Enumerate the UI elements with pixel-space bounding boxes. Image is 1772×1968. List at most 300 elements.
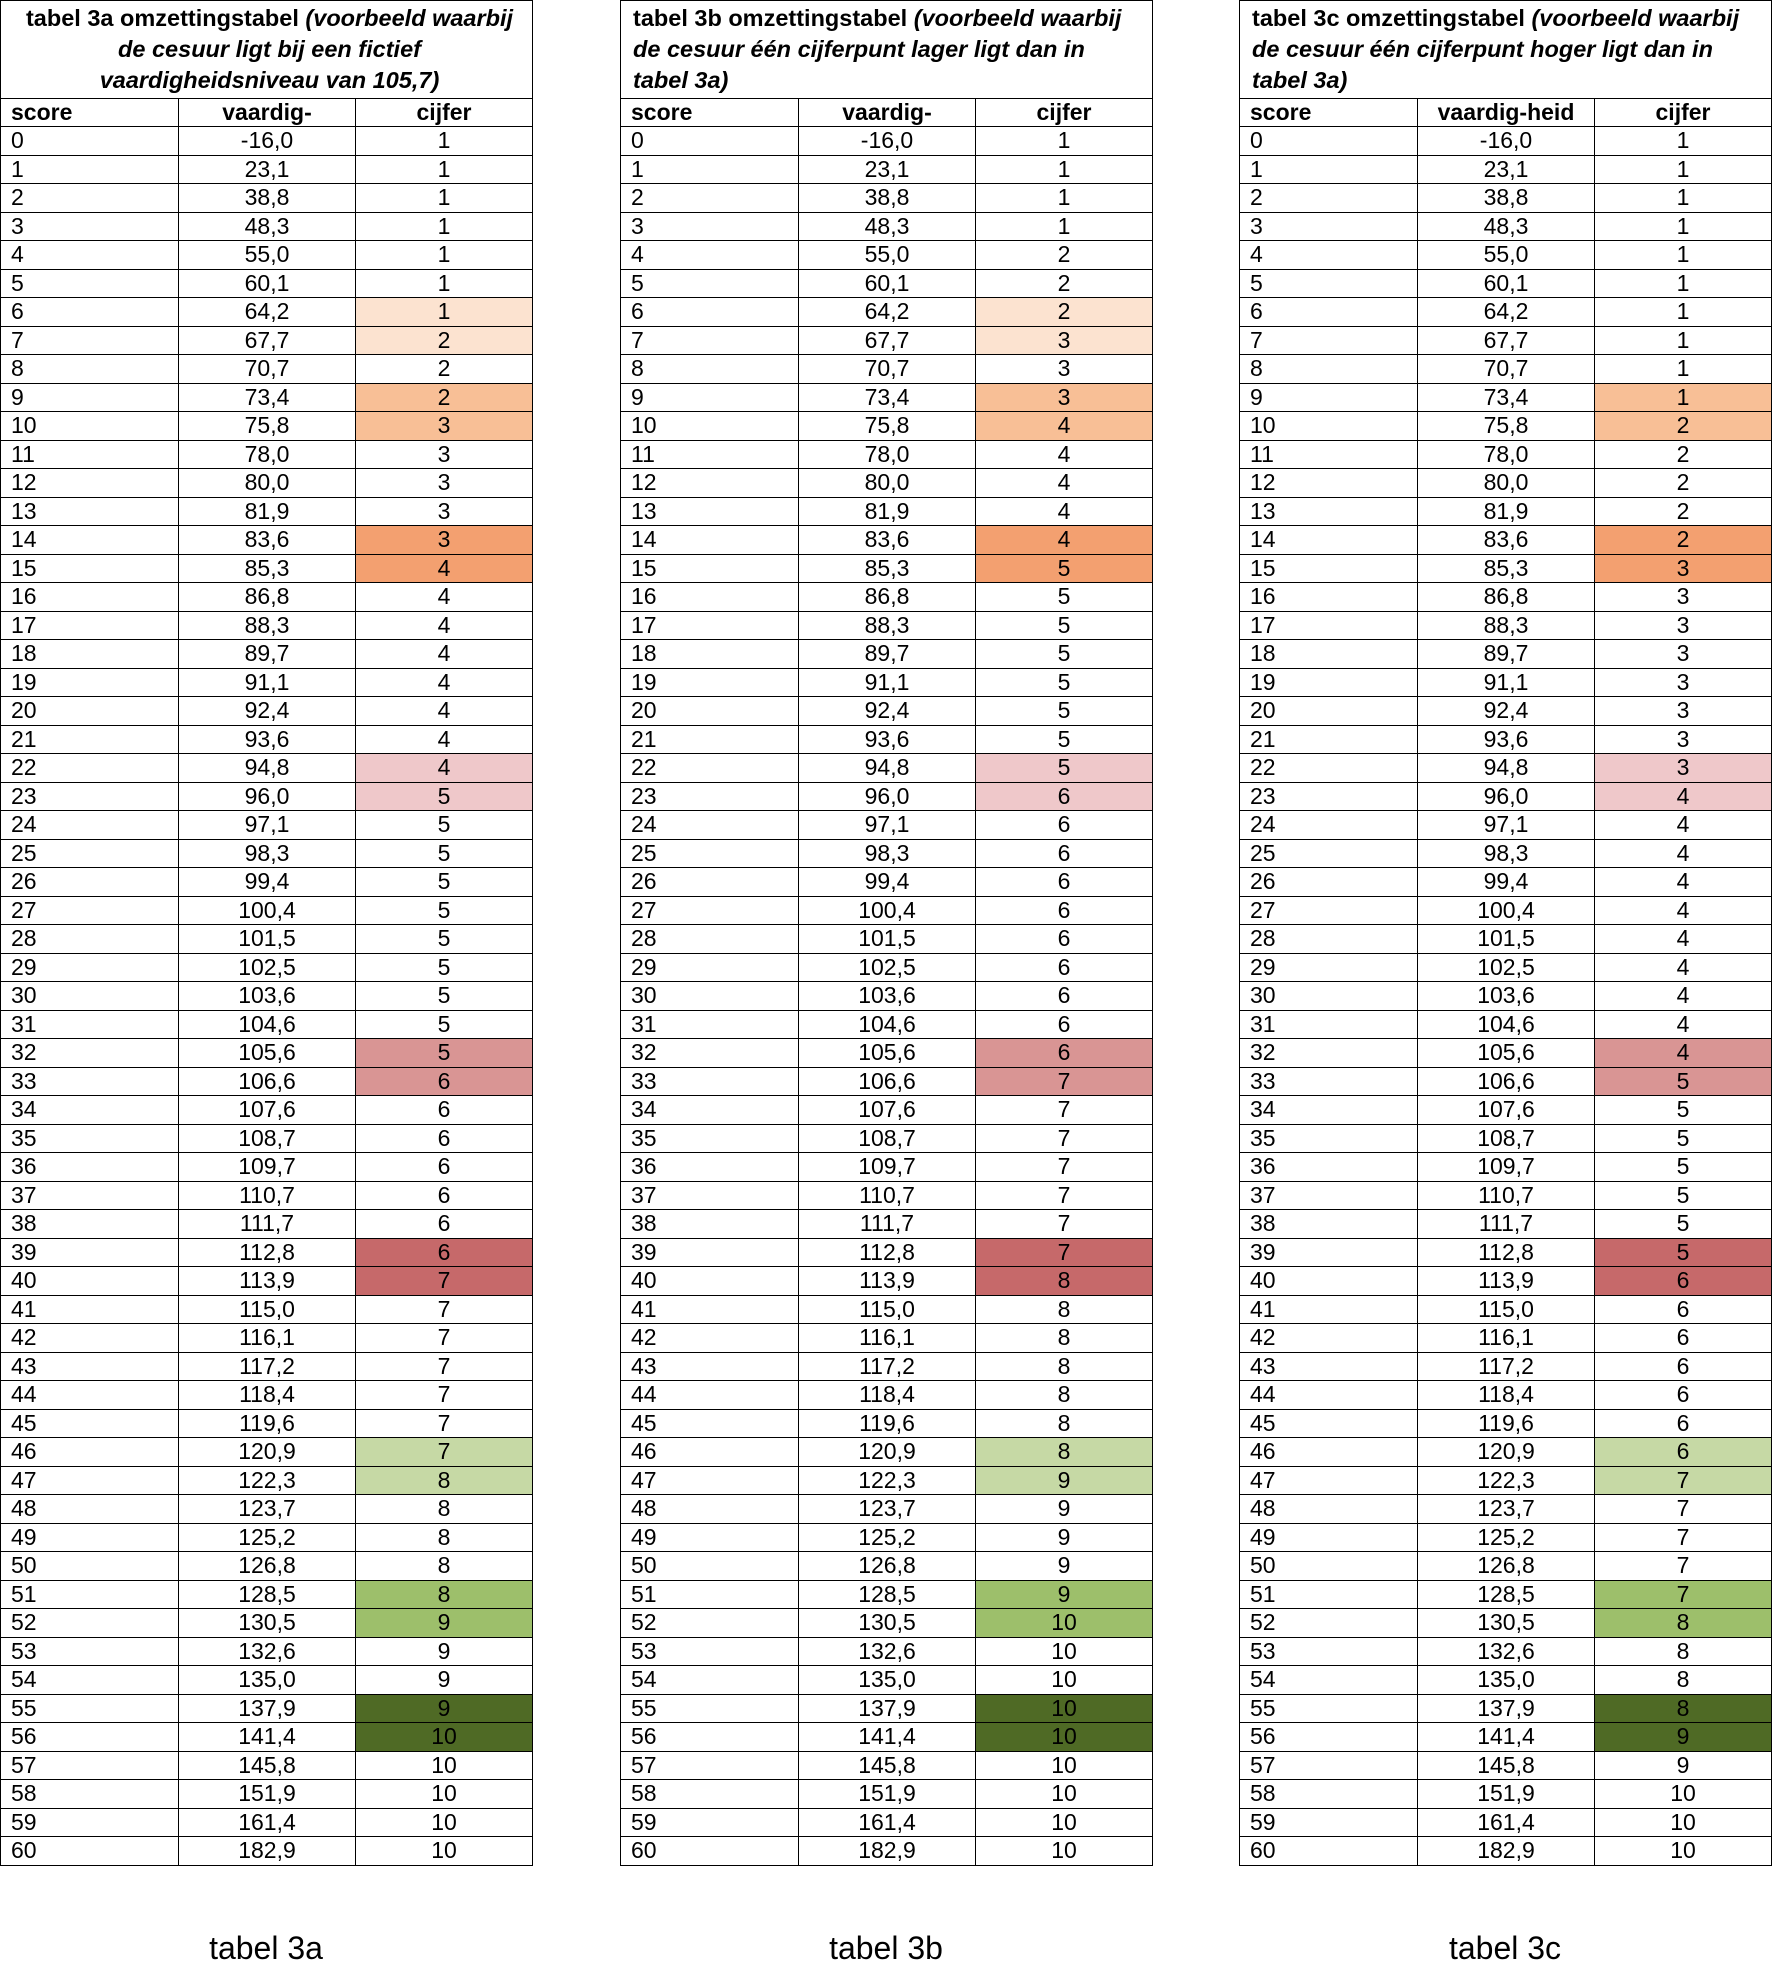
cijfer-cell: 10 — [1595, 1780, 1772, 1809]
cijfer-cell: 5 — [976, 611, 1153, 640]
table-row — [1240, 1181, 1772, 1210]
vaardigheid-cell: 115,0 — [179, 1295, 356, 1324]
score-cell: 42 — [1, 1324, 179, 1353]
table-row — [1, 953, 533, 982]
table-row — [621, 697, 1153, 726]
table-row — [1240, 184, 1772, 213]
score-cell: 33 — [1, 1067, 179, 1096]
cijfer-cell: 1 — [976, 212, 1153, 241]
score-cell: 57 — [1, 1751, 179, 1780]
score-cell: 2 — [1, 184, 179, 213]
table-row — [621, 1523, 1153, 1552]
conversion-table-3a — [0, 0, 533, 1866]
cijfer-cell: 6 — [976, 1010, 1153, 1039]
vaardigheid-cell: 38,8 — [799, 184, 976, 213]
table-row — [1240, 697, 1772, 726]
table-row — [1240, 1580, 1772, 1609]
table-row — [1, 1210, 533, 1239]
header-vaardigheid: vaardig-heid — [1418, 99, 1595, 127]
cijfer-cell: 3 — [976, 355, 1153, 384]
vaardigheid-cell: 132,6 — [179, 1637, 356, 1666]
score-cell: 51 — [1240, 1580, 1418, 1609]
cijfer-cell: 4 — [1595, 839, 1772, 868]
score-cell: 53 — [621, 1637, 799, 1666]
table-row — [621, 1666, 1153, 1695]
vaardigheid-cell: 80,0 — [799, 469, 976, 498]
cijfer-cell: 4 — [1595, 896, 1772, 925]
cijfer-cell: 7 — [976, 1067, 1153, 1096]
vaardigheid-cell: 123,7 — [799, 1495, 976, 1524]
cijfer-cell: 3 — [1595, 554, 1772, 583]
vaardigheid-cell: 88,3 — [179, 611, 356, 640]
cijfer-cell: 3 — [1595, 583, 1772, 612]
vaardigheid-cell: 132,6 — [1418, 1637, 1595, 1666]
table-row — [1240, 1723, 1772, 1752]
table-row — [1, 298, 533, 327]
score-cell: 46 — [621, 1438, 799, 1467]
table-row — [1, 184, 533, 213]
cijfer-cell: 10 — [356, 1751, 533, 1780]
score-cell: 24 — [1, 811, 179, 840]
vaardigheid-cell: 94,8 — [179, 754, 356, 783]
cijfer-cell: 3 — [1595, 668, 1772, 697]
table-row — [1240, 155, 1772, 184]
vaardigheid-cell: 141,4 — [1418, 1723, 1595, 1752]
table-row — [621, 1837, 1153, 1866]
vaardigheid-cell: 86,8 — [1418, 583, 1595, 612]
cijfer-cell: 6 — [1595, 1295, 1772, 1324]
table-row — [1, 383, 533, 412]
cijfer-cell: 9 — [976, 1580, 1153, 1609]
cijfer-cell: 7 — [356, 1295, 533, 1324]
table-row — [621, 355, 1153, 384]
cijfer-cell: 6 — [1595, 1438, 1772, 1467]
table-row — [621, 982, 1153, 1011]
score-cell: 22 — [1, 754, 179, 783]
score-cell: 17 — [1240, 611, 1418, 640]
table-row — [1240, 754, 1772, 783]
vaardigheid-cell: 67,7 — [1418, 326, 1595, 355]
table-title — [621, 1, 1153, 99]
cijfer-cell: 5 — [356, 782, 533, 811]
score-cell: 48 — [621, 1495, 799, 1524]
score-cell: 23 — [1240, 782, 1418, 811]
cijfer-cell: 6 — [1595, 1267, 1772, 1296]
table-row — [621, 1780, 1153, 1809]
score-cell: 29 — [1, 953, 179, 982]
cijfer-cell: 5 — [976, 668, 1153, 697]
vaardigheid-cell: 113,9 — [799, 1267, 976, 1296]
score-cell: 54 — [1240, 1666, 1418, 1695]
cijfer-cell: 2 — [976, 298, 1153, 327]
cijfer-cell: 1 — [356, 127, 533, 156]
score-cell: 39 — [621, 1238, 799, 1267]
table-row — [621, 1466, 1153, 1495]
table-row — [621, 925, 1153, 954]
table-row — [1, 554, 533, 583]
vaardigheid-cell: 108,7 — [179, 1124, 356, 1153]
vaardigheid-cell: 128,5 — [179, 1580, 356, 1609]
score-cell: 3 — [1240, 212, 1418, 241]
vaardigheid-cell: 111,7 — [799, 1210, 976, 1239]
table-row — [621, 1723, 1153, 1752]
table-row — [621, 1409, 1153, 1438]
cijfer-cell: 9 — [976, 1466, 1153, 1495]
score-cell: 18 — [1, 640, 179, 669]
vaardigheid-cell: 125,2 — [1418, 1523, 1595, 1552]
score-cell: 26 — [1240, 868, 1418, 897]
score-cell: 30 — [1, 982, 179, 1011]
cijfer-cell: 8 — [976, 1295, 1153, 1324]
vaardigheid-cell: 81,9 — [799, 497, 976, 526]
score-cell: 36 — [1240, 1153, 1418, 1182]
vaardigheid-cell: 73,4 — [179, 383, 356, 412]
title-italic: (voorbeeld waarbij de cesuur één cijferpunt lager ligt dan in tabel 3a) — [633, 5, 1122, 93]
cijfer-cell: 7 — [976, 1210, 1153, 1239]
vaardigheid-cell: 107,6 — [1418, 1096, 1595, 1125]
table-row — [1240, 469, 1772, 498]
cijfer-cell: 7 — [356, 1324, 533, 1353]
score-cell: 32 — [1, 1039, 179, 1068]
vaardigheid-cell: 64,2 — [1418, 298, 1595, 327]
score-cell: 23 — [1, 782, 179, 811]
table-row — [621, 839, 1153, 868]
score-cell: 4 — [621, 241, 799, 270]
vaardigheid-cell: 111,7 — [1418, 1210, 1595, 1239]
vaardigheid-cell: 38,8 — [179, 184, 356, 213]
score-cell: 50 — [1240, 1552, 1418, 1581]
score-cell: 26 — [621, 868, 799, 897]
score-cell: 25 — [1, 839, 179, 868]
score-cell: 9 — [1, 383, 179, 412]
cijfer-cell: 7 — [1595, 1523, 1772, 1552]
table-row — [621, 1694, 1153, 1723]
vaardigheid-cell: 55,0 — [1418, 241, 1595, 270]
score-cell: 26 — [1, 868, 179, 897]
vaardigheid-cell: 91,1 — [1418, 668, 1595, 697]
table-row — [1, 583, 533, 612]
table-row — [1240, 725, 1772, 754]
cijfer-cell: 10 — [356, 1723, 533, 1752]
table-row — [621, 1381, 1153, 1410]
vaardigheid-cell: 141,4 — [799, 1723, 976, 1752]
cijfer-cell: 8 — [976, 1324, 1153, 1353]
vaardigheid-cell: 105,6 — [1418, 1039, 1595, 1068]
score-cell: 49 — [1, 1523, 179, 1552]
score-cell: 33 — [1240, 1067, 1418, 1096]
score-cell: 19 — [1240, 668, 1418, 697]
table-body — [1, 127, 533, 1866]
vaardigheid-cell: 113,9 — [179, 1267, 356, 1296]
table-row — [1, 1067, 533, 1096]
vaardigheid-cell: 145,8 — [799, 1751, 976, 1780]
cijfer-cell: 7 — [356, 1409, 533, 1438]
cijfer-cell: 6 — [976, 953, 1153, 982]
table-row — [1240, 668, 1772, 697]
cijfer-cell: 3 — [1595, 640, 1772, 669]
cijfer-cell: 1 — [1595, 383, 1772, 412]
vaardigheid-cell: 128,5 — [799, 1580, 976, 1609]
table-row — [1, 1723, 533, 1752]
cijfer-cell: 8 — [976, 1267, 1153, 1296]
score-cell: 32 — [1240, 1039, 1418, 1068]
table-row — [1240, 839, 1772, 868]
table-row — [1240, 497, 1772, 526]
score-cell: 44 — [1240, 1381, 1418, 1410]
score-cell: 55 — [621, 1694, 799, 1723]
score-cell: 16 — [621, 583, 799, 612]
vaardigheid-cell: 92,4 — [179, 697, 356, 726]
score-cell: 60 — [1, 1837, 179, 1866]
score-cell: 49 — [621, 1523, 799, 1552]
cijfer-cell: 1 — [356, 241, 533, 270]
cijfer-cell: 4 — [356, 668, 533, 697]
vaardigheid-cell: 92,4 — [799, 697, 976, 726]
vaardigheid-cell: 98,3 — [179, 839, 356, 868]
vaardigheid-cell: 122,3 — [1418, 1466, 1595, 1495]
vaardigheid-cell: 102,5 — [179, 953, 356, 982]
score-cell: 60 — [1240, 1837, 1418, 1866]
score-cell: 1 — [1240, 155, 1418, 184]
cijfer-cell: 5 — [356, 1039, 533, 1068]
cijfer-cell: 5 — [1595, 1210, 1772, 1239]
score-cell: 8 — [621, 355, 799, 384]
table-row — [1, 811, 533, 840]
score-cell: 11 — [1, 440, 179, 469]
vaardigheid-cell: 105,6 — [799, 1039, 976, 1068]
table-row — [1, 1609, 533, 1638]
cijfer-cell: 5 — [1595, 1124, 1772, 1153]
cijfer-cell: 1 — [356, 155, 533, 184]
score-cell: 8 — [1240, 355, 1418, 384]
score-cell: 52 — [1240, 1609, 1418, 1638]
cijfer-cell: 8 — [976, 1438, 1153, 1467]
vaardigheid-cell: 103,6 — [179, 982, 356, 1011]
score-cell: 59 — [621, 1808, 799, 1837]
table-row — [621, 212, 1153, 241]
score-cell: 7 — [1, 326, 179, 355]
vaardigheid-cell: 109,7 — [179, 1153, 356, 1182]
cijfer-cell: 10 — [976, 1723, 1153, 1752]
score-cell: 56 — [1240, 1723, 1418, 1752]
score-cell: 25 — [1240, 839, 1418, 868]
cijfer-cell: 6 — [356, 1238, 533, 1267]
cijfer-cell: 5 — [356, 811, 533, 840]
table-row — [621, 1808, 1153, 1837]
table-row — [1, 1751, 533, 1780]
table-row — [621, 1010, 1153, 1039]
cijfer-cell: 3 — [1595, 754, 1772, 783]
score-cell: 51 — [621, 1580, 799, 1609]
table-row — [1240, 326, 1772, 355]
cijfer-cell: 4 — [976, 497, 1153, 526]
cijfer-cell: 1 — [1595, 127, 1772, 156]
cijfer-cell: 10 — [976, 1666, 1153, 1695]
score-cell: 42 — [621, 1324, 799, 1353]
table-row — [1, 611, 533, 640]
table-row — [621, 1067, 1153, 1096]
cijfer-cell: 6 — [976, 868, 1153, 897]
score-cell: 15 — [1, 554, 179, 583]
score-cell: 16 — [1, 583, 179, 612]
vaardigheid-cell: 132,6 — [799, 1637, 976, 1666]
table-row — [621, 298, 1153, 327]
cijfer-cell: 9 — [976, 1495, 1153, 1524]
table-row — [1, 868, 533, 897]
cijfer-cell: 8 — [356, 1580, 533, 1609]
vaardigheid-cell: 99,4 — [799, 868, 976, 897]
table-row — [1, 1039, 533, 1068]
cijfer-cell: 2 — [1595, 440, 1772, 469]
cijfer-cell: 6 — [976, 1039, 1153, 1068]
cijfer-cell: 1 — [1595, 184, 1772, 213]
score-cell: 20 — [1240, 697, 1418, 726]
vaardigheid-cell: 75,8 — [179, 412, 356, 441]
score-cell: 43 — [1240, 1352, 1418, 1381]
vaardigheid-cell: 145,8 — [179, 1751, 356, 1780]
caption-3a: tabel 3a — [209, 1930, 323, 1966]
header-score: score — [621, 99, 799, 127]
title-bold: tabel 3c omzettingstabel — [1252, 5, 1525, 31]
table-row — [621, 896, 1153, 925]
vaardigheid-cell: 116,1 — [799, 1324, 976, 1353]
score-cell: 47 — [621, 1466, 799, 1495]
vaardigheid-cell: 128,5 — [1418, 1580, 1595, 1609]
score-cell: 0 — [621, 127, 799, 156]
score-cell: 3 — [621, 212, 799, 241]
score-cell: 41 — [1240, 1295, 1418, 1324]
cijfer-cell: 5 — [1595, 1153, 1772, 1182]
table-row — [1240, 1381, 1772, 1410]
cijfer-cell: 10 — [356, 1837, 533, 1866]
vaardigheid-cell: 115,0 — [799, 1295, 976, 1324]
score-cell: 14 — [1, 526, 179, 555]
table-row — [621, 1580, 1153, 1609]
cijfer-cell: 10 — [1595, 1837, 1772, 1866]
score-cell: 20 — [621, 697, 799, 726]
cijfer-cell: 9 — [1595, 1751, 1772, 1780]
score-cell: 30 — [621, 982, 799, 1011]
score-cell: 48 — [1240, 1495, 1418, 1524]
score-cell: 47 — [1240, 1466, 1418, 1495]
vaardigheid-cell: 120,9 — [799, 1438, 976, 1467]
cijfer-cell: 10 — [976, 1609, 1153, 1638]
cijfer-cell: 4 — [356, 640, 533, 669]
table-row — [1, 241, 533, 270]
score-cell: 50 — [621, 1552, 799, 1581]
vaardigheid-cell: 23,1 — [1418, 155, 1595, 184]
cijfer-cell: 3 — [356, 526, 533, 555]
score-cell: 36 — [1, 1153, 179, 1182]
vaardigheid-cell: 55,0 — [799, 241, 976, 270]
cijfer-cell: 9 — [356, 1609, 533, 1638]
table-body — [621, 127, 1153, 1866]
cijfer-cell: 4 — [976, 469, 1153, 498]
cijfer-cell: 7 — [356, 1438, 533, 1467]
score-cell: 5 — [621, 269, 799, 298]
table-row — [1240, 1751, 1772, 1780]
vaardigheid-cell: 108,7 — [799, 1124, 976, 1153]
vaardigheid-cell: 85,3 — [1418, 554, 1595, 583]
table-row — [1240, 212, 1772, 241]
table-row — [1, 155, 533, 184]
cijfer-cell: 8 — [1595, 1694, 1772, 1723]
table-row — [621, 1438, 1153, 1467]
cijfer-cell: 7 — [1595, 1552, 1772, 1581]
vaardigheid-cell: 137,9 — [179, 1694, 356, 1723]
table-row — [1, 127, 533, 156]
score-cell: 49 — [1240, 1523, 1418, 1552]
table-row — [621, 1324, 1153, 1353]
vaardigheid-cell: 151,9 — [179, 1780, 356, 1809]
vaardigheid-cell: 38,8 — [1418, 184, 1595, 213]
cijfer-cell: 6 — [1595, 1381, 1772, 1410]
cijfer-cell: 6 — [356, 1181, 533, 1210]
score-cell: 21 — [1240, 725, 1418, 754]
table-row — [1240, 1780, 1772, 1809]
table-row — [1, 1381, 533, 1410]
cijfer-cell: 1 — [976, 127, 1153, 156]
cijfer-cell: 6 — [356, 1096, 533, 1125]
score-cell: 35 — [1240, 1124, 1418, 1153]
cijfer-cell: 4 — [356, 754, 533, 783]
vaardigheid-cell: 120,9 — [179, 1438, 356, 1467]
vaardigheid-cell: 110,7 — [799, 1181, 976, 1210]
cijfer-cell: 6 — [976, 811, 1153, 840]
cijfer-cell: 9 — [356, 1637, 533, 1666]
score-cell: 7 — [621, 326, 799, 355]
score-cell: 29 — [1240, 953, 1418, 982]
table-row — [1, 640, 533, 669]
score-cell: 11 — [1240, 440, 1418, 469]
vaardigheid-cell: 102,5 — [799, 953, 976, 982]
cijfer-cell: 7 — [976, 1238, 1153, 1267]
table-row — [1240, 127, 1772, 156]
title-italic: (voorbeeld waarbij de cesuur één cijferpunt hoger ligt dan in tabel 3a) — [1252, 5, 1740, 93]
table-row — [1240, 1666, 1772, 1695]
vaardigheid-cell: 109,7 — [1418, 1153, 1595, 1182]
cijfer-cell: 3 — [356, 469, 533, 498]
score-cell: 35 — [1, 1124, 179, 1153]
vaardigheid-cell: 91,1 — [179, 668, 356, 697]
vaardigheid-cell: 102,5 — [1418, 953, 1595, 982]
table-row — [621, 1039, 1153, 1068]
vaardigheid-cell: 125,2 — [799, 1523, 976, 1552]
table-row — [1, 326, 533, 355]
cijfer-cell: 10 — [976, 1837, 1153, 1866]
header-score: score — [1, 99, 179, 127]
vaardigheid-cell: 161,4 — [1418, 1808, 1595, 1837]
score-cell: 16 — [1240, 583, 1418, 612]
header-vaardigheid: vaardig- — [179, 99, 356, 127]
score-cell: 58 — [621, 1780, 799, 1809]
table-body — [1240, 127, 1772, 1866]
cijfer-cell: 7 — [976, 1124, 1153, 1153]
cijfer-cell: 1 — [356, 212, 533, 241]
table-row — [1240, 896, 1772, 925]
vaardigheid-cell: 89,7 — [799, 640, 976, 669]
vaardigheid-cell: 110,7 — [1418, 1181, 1595, 1210]
cijfer-cell: 3 — [356, 412, 533, 441]
vaardigheid-cell: 101,5 — [179, 925, 356, 954]
score-cell: 32 — [621, 1039, 799, 1068]
table-row — [1240, 1295, 1772, 1324]
vaardigheid-cell: 103,6 — [799, 982, 976, 1011]
cijfer-cell: 10 — [356, 1780, 533, 1809]
score-cell: 38 — [621, 1210, 799, 1239]
vaardigheid-cell: 119,6 — [179, 1409, 356, 1438]
score-cell: 6 — [621, 298, 799, 327]
